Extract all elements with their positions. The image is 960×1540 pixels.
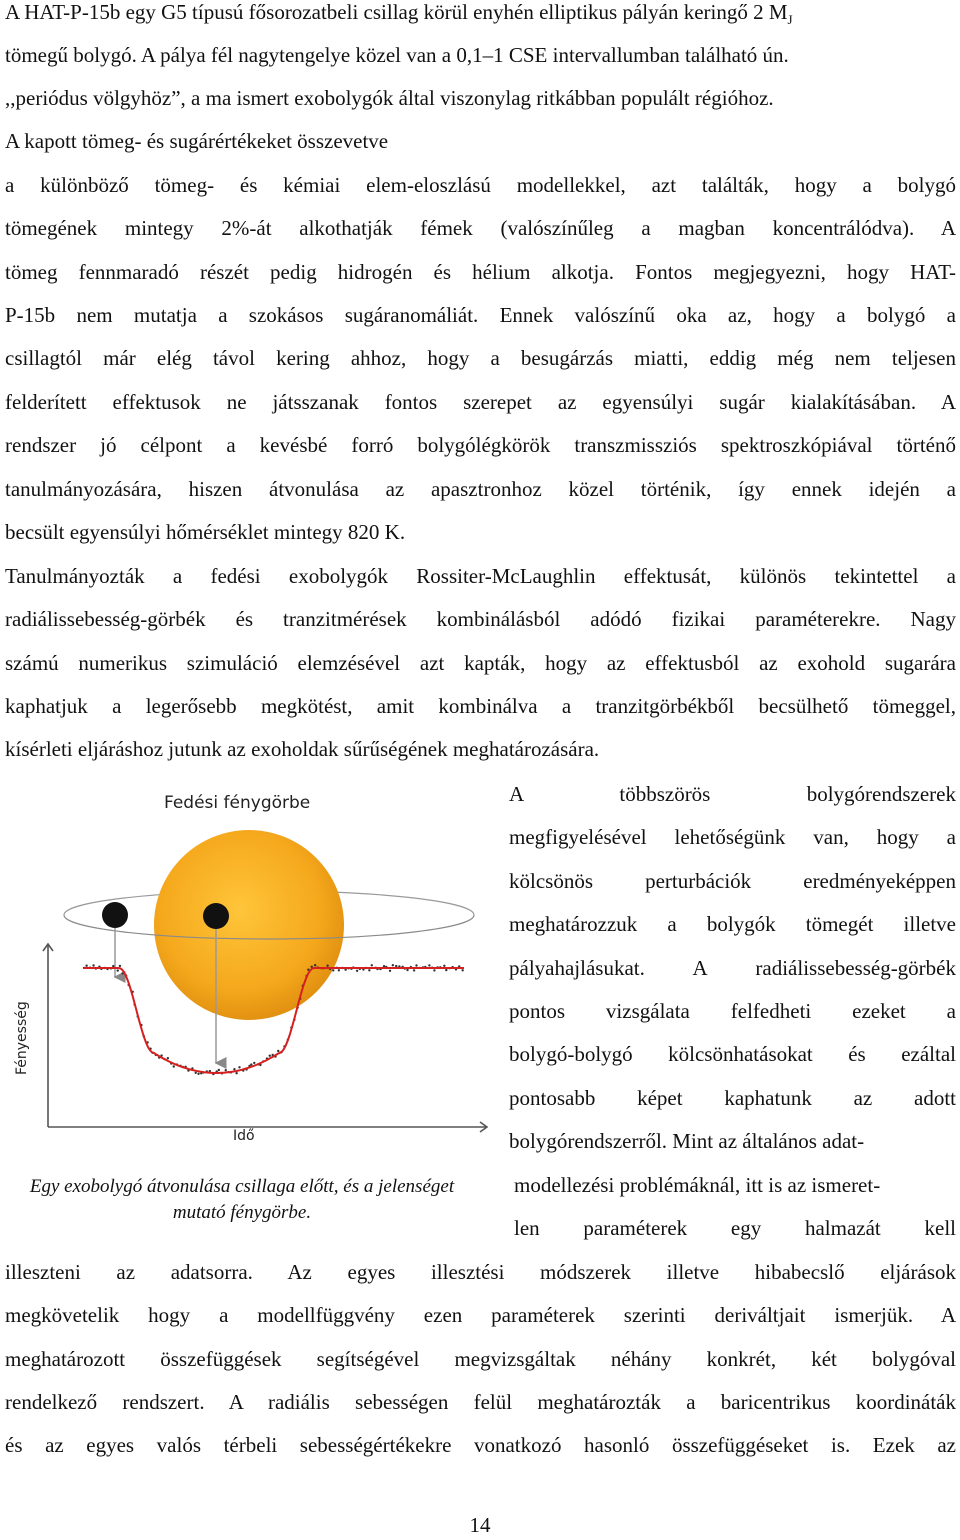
light-curve-point [233,1068,235,1070]
paragraph-1-line-8: P-15b nem mutatja a szokásos sugáranomáliát. Ennek valószínű oka az, hogy a bolygó a [5,303,956,327]
paragraph-2-line-3: számú numerikus szimuláció elemzésével azt kapták, hogy az effektusból az exohold sugarára [5,651,956,675]
paragraph-3-line-14: meghatározott összefüggések segítségével megvizsgáltak néhány konkrét, két bolygóval [5,1347,956,1371]
paragraph-1-line-1: A HAT-P-15b egy G5 típusú fősorozatbeli csillag körül enyhén elliptikus pályán keringő 2 $M_J$ [5,0,793,27]
paragraph-3-right-line-11: len paraméterek egy halmazát kell [514,1216,956,1240]
light-curve-point [269,1055,271,1057]
y-axis-label: Fényesség [14,1001,30,1075]
planet-before-transit [102,902,128,928]
light-curve-point [197,1073,199,1075]
figure-caption [0,1174,484,1226]
paragraph-3-line-15: rendelkező rendszert. A radiális sebességen felül meghatározták a baricentrikus koordináták [5,1390,956,1414]
light-curve-point [428,964,430,966]
light-curve-point [445,969,447,971]
light-curve-point [392,964,394,966]
paragraph-3-right-line-6: pontos vizsgálata felfedheti ezeket a [509,999,956,1023]
star [154,830,344,1020]
paragraph-3-right-line-5: pályahajlásukat. A radiálissebesség-görbék [509,956,956,980]
paragraph-1-line-10: felderített effektusok ne játsszanak fontos szerepet az egyensúlyi sugár kialakításában. A [5,390,956,414]
paragraph-3-line-12: illeszteni az adatsorra. Az egyes illesztési módszerek illetve hibabecslő eljárások [5,1260,956,1284]
paragraph-1-line-11: rendszer jó célpont a kevésbé forró bolygólégkörök transzmissziós spektroszkópiával történő [5,433,956,457]
light-curve-point [406,969,408,971]
light-curve-point [225,1069,227,1071]
light-curve-point [277,1050,279,1052]
light-curve-point [368,969,370,971]
paragraph-1-line-4: A kapott tömeg- és sugárértékeket összevetve [5,129,389,153]
paragraph-3-right-line-8: pontosabb képet kaphatunk az adott [509,1086,956,1110]
light-curve-point [238,1066,240,1068]
paragraph-3-right-line-3: kölcsönös perturbációk eredményeképpen [509,869,956,893]
light-curve-point [253,1062,255,1064]
transit-figure [4,785,488,1150]
paragraph-3-right-line-7: bolygó-bolygó kölcsönhatásokat és ezáltal [509,1042,956,1066]
paragraph-3-right-line-10: modellezési problémáknál, itt is az ismeret- [514,1173,881,1197]
x-axis-label: Idő [233,1128,255,1144]
paragraph-1-line-2: tömegű bolygó. A pálya fél nagytengelye közel van a 0,1–1 CSE intervallumban található ún. [5,43,789,67]
light-curve-point [92,964,94,966]
light-curve-point [117,969,119,971]
paragraph-1-line-5: a különböző tömeg- és kémiai elem-eloszlású modellekkel, azt találták, hogy a bolygó [5,173,956,197]
light-curve-point [338,969,340,971]
light-curve-point [167,1057,169,1059]
paragraph-1-line-6: tömegének mintegy 2%-át alkothatják fémek (valószínűleg a magban koncentrálódva). A [5,216,956,240]
light-curve-point [173,1065,175,1067]
paragraph-2-line-5: kísérleti eljáráshoz jutunk az exoholdak sűrűségének meghatározására. [5,737,600,761]
light-curve-point [443,965,445,967]
page-number: 14 [469,1513,491,1537]
light-curve-point [85,965,87,967]
paragraph-1-line-3: ,,periódus völgyhöz”, a ma ismert exobolygók által viszonylag ritkábban populált régióhoz. [5,86,774,110]
light-curve-point [389,970,391,972]
transit-illustration [4,785,488,1150]
paragraph-3-line-16: és az egyes valós térbeli sebességértékekre vonatkozó hasonló összefüggéseket is. Ezek az [5,1433,956,1457]
paragraph-3-right-line-2: megfigyelésével lehetőségünk van, hogy a [509,825,956,849]
paragraph-1-line-12: tanulmányozására, hiszen átvonulása az apasztronhoz közel történik, így ennek idején a [5,477,956,501]
light-curve-point [314,964,316,966]
planet-in-transit [203,903,229,929]
paragraph-2-line-4: kaphatjuk a legerősebb megkötést, amit kombinálva a tranzitgörbékből becsülhető tömeggel, [5,694,956,718]
light-curve-point [371,964,373,966]
light-curve-point [332,969,334,971]
light-curve-point [356,970,358,972]
light-curve-point [195,1072,197,1074]
light-curve-point [119,965,121,967]
figure-caption-line-2: mutató fénygörbe. [172,1202,312,1223]
light-curve-point [112,965,114,967]
light-curve-point [395,965,397,967]
light-curve-point [235,1072,237,1074]
figure-title: Fedési fénygörbe [164,793,311,813]
light-curve-point [433,969,435,971]
light-curve-point [413,969,415,971]
light-curve-point [218,1069,220,1071]
paragraph-1-line-9: csillagtól már elég távol kering ahhoz, hogy a besugárzás miatti, eddig még nem teljesen [5,346,956,370]
paragraph-2-line-2: radiálissebesség-görbék és tranzitmérések kombinálásból adódó fizikai paraméterekre. Nagy [5,607,956,631]
paragraph-1-line-13: becsült egyensúlyi hőmérséklet mintegy 820 K. [5,520,406,544]
light-curve-point [461,969,463,971]
light-curve-point [415,964,417,966]
paragraph-3-right-line-4: meghatározzuk a bolygók tömegét illetve [509,912,956,936]
figure-caption-line-1: Egy exobolygó átvonulása csillaga előtt, és a jelenséget [29,1176,455,1197]
paragraph-3-line-13: megkövetelik hogy a modellfüggvény ezen paraméterek szerinti deriváltjait ismerjük. A [5,1303,956,1327]
paragraph-3-right-line-9: bolygórendszerről. Mint az általános adat- [509,1129,865,1153]
paragraph-3-right-line-1: A többszörös bolygórendszerek [509,782,956,806]
paragraph-1-line-7: tömeg fennmaradó részét pedig hidrogén és hélium alkotja. Fontos megjegyezni, hogy HAT- [5,260,956,284]
light-curve-point [326,965,328,967]
jupiter-subscript: J [787,12,793,27]
paragraph-2-line-1: Tanulmányozták a fedési exobolygók Rossiter-McLaughlin effektusát, különös tekintettel a [5,564,956,588]
